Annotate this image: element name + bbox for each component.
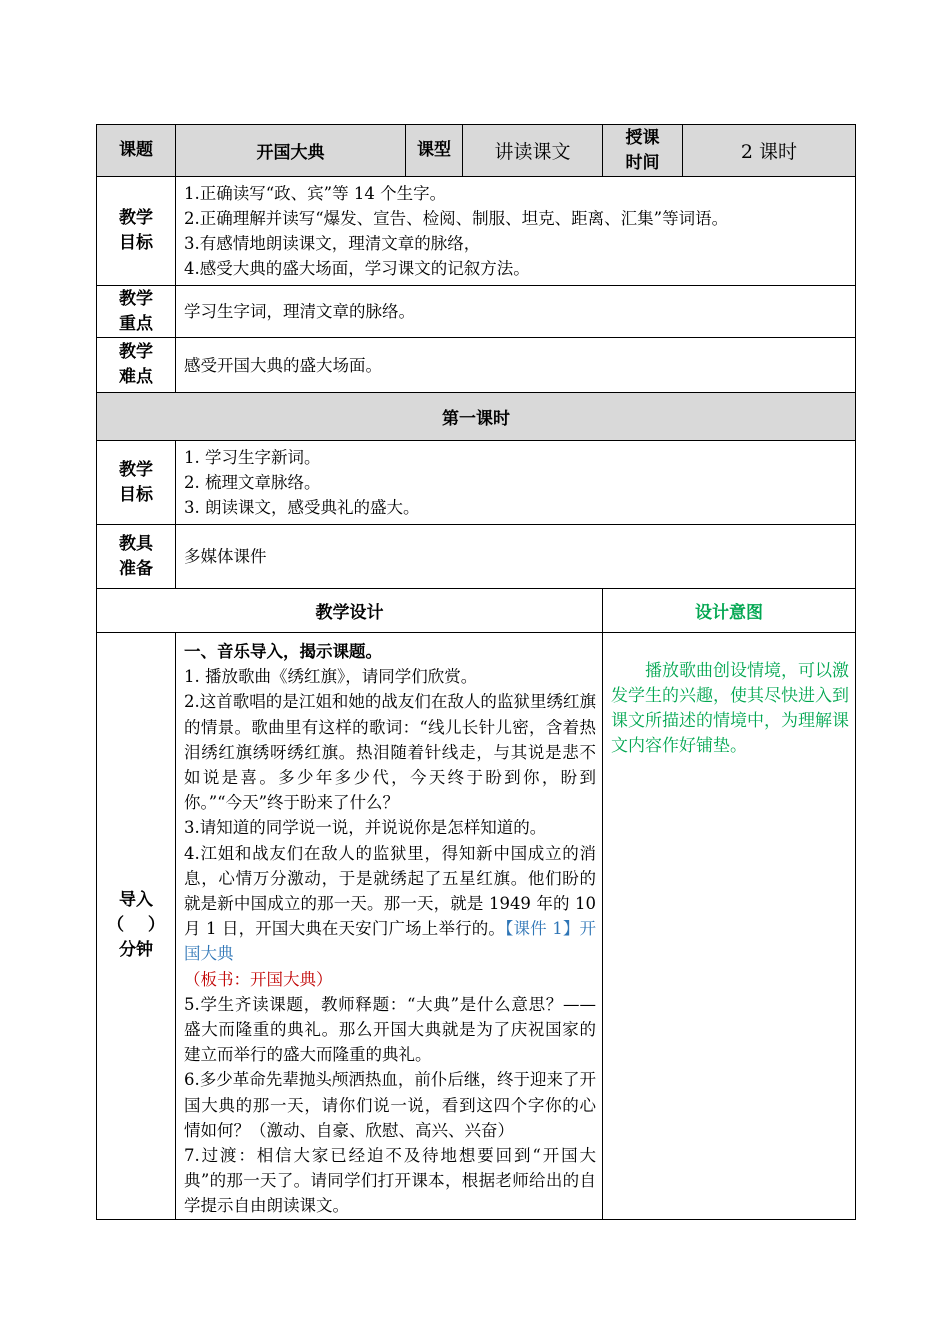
design-content bbox=[176, 633, 603, 1220]
goal-item: 2.正确理解并读写“爆发、宣告、检阅、制服、坦克、距离、汇集”等词语。 bbox=[184, 209, 729, 228]
lesson-goal-item: 2. 梳理文章脉络。 bbox=[184, 473, 321, 492]
stage-label bbox=[97, 633, 176, 1220]
courseware-note: 【课件 1】开国大典 bbox=[184, 919, 596, 964]
type-label: 课型 bbox=[406, 125, 463, 177]
goal-item: 3.有感情地朗读课文，理清文章的脉络， bbox=[184, 234, 481, 253]
design-intent: 播放歌曲创设情境，可以激发学生的兴趣，使其尽快进入到课文所描述的情境中，为理解课文内容作好铺垫。 bbox=[603, 633, 856, 1220]
design-header: 教学设计 bbox=[97, 589, 603, 633]
design-paragraph: 3.请知道的同学说一说，并说说你是怎样知道的。 bbox=[184, 818, 547, 838]
key-points-label bbox=[97, 286, 176, 338]
difficulties-text: 感受开国大典的盛大场面。 bbox=[176, 338, 856, 393]
lesson-goal-item: 3. 朗读课文，感受典礼的盛大。 bbox=[184, 498, 420, 517]
type-value: 讲读课文 bbox=[463, 125, 603, 177]
section-title: 一、音乐导入，揭示课题。 bbox=[184, 642, 382, 661]
design-paragraph: 6.多少革命先辈抛头颅洒热血，前仆后继，终于迎来了开国大典的那一天，请你们说一说，看到这四个字你的心情如何？（激动、自豪、欣慰、高兴、兴奋） bbox=[184, 1070, 596, 1140]
goals-label-line1: 教学 bbox=[119, 208, 153, 228]
goal-item: 1.正确读写“政、宾”等 14 个生字。 bbox=[184, 184, 447, 203]
time-label bbox=[603, 125, 683, 177]
tools-label-line2: 准备 bbox=[119, 558, 153, 579]
topic-value: 开国大典 bbox=[176, 125, 406, 177]
time-value: 2 课时 bbox=[683, 125, 856, 177]
design-paragraph bbox=[184, 841, 596, 992]
lesson-goals-label bbox=[97, 441, 176, 525]
lesson-goals-label-line1: 教学 bbox=[119, 459, 153, 480]
lesson-goals-list bbox=[176, 441, 856, 525]
tools-label-line1: 教具 bbox=[119, 533, 153, 554]
goals-list bbox=[176, 177, 856, 286]
stage-label-line2: （ ） bbox=[107, 915, 165, 936]
difficulties-label-line2: 难点 bbox=[119, 367, 153, 387]
key-points-label-line1: 教学 bbox=[119, 288, 153, 309]
key-points-label-line2: 重点 bbox=[119, 313, 153, 334]
goals-label-line2: 目标 bbox=[119, 233, 153, 253]
topic-label: 课题 bbox=[97, 125, 176, 177]
stage-label-line3: 分钟 bbox=[119, 940, 153, 961]
tools-text: 多媒体课件 bbox=[176, 525, 856, 589]
paragraph-text: 4.江姐和战友们在敌人的监狱里，得知新中国成立的消息，心情万分激动，于是就绣起了五星红旗。他们盼的就是新中国成立的那一天。那一天，就是 1949 年的 10 月 1 日，开国大典在天安门广场上举行的。 bbox=[184, 843, 596, 939]
stage-label-line1: 导入 bbox=[119, 890, 153, 911]
board-note: （板书：开国大典） bbox=[184, 969, 333, 989]
difficulties-label-line1: 教学 bbox=[119, 342, 153, 362]
design-paragraph: 1. 播放歌曲《绣红旗》，请同学们欣赏。 bbox=[184, 667, 478, 687]
time-label-line1: 授课 bbox=[625, 127, 660, 148]
design-paragraph: 2.这首歌唱的是江姐和她的战友们在敌人的监狱里绣红旗的情景。歌曲里有这样的歌词：“线儿长针儿密，含着热泪绣红旗绣呀绣红旗。热泪随着针线走，与其说是悲不如说是喜。多少年多少代，今天终于盼到你，盼到你。”“今天”终于盼来了什么？ bbox=[184, 692, 596, 813]
design-paragraph: 7.过渡：相信大家已经迫不及待地想要回到“开国大典”的那一天了。请同学们打开课本，根据老师给出的自学提示自由朗读课文。 bbox=[184, 1146, 596, 1216]
goals-label bbox=[97, 177, 176, 286]
lesson-goals-label-line2: 目标 bbox=[119, 484, 153, 505]
lesson-one-title: 第一课时 bbox=[97, 393, 856, 441]
lesson-goal-item: 1. 学习生字新词。 bbox=[184, 448, 321, 467]
intent-header: 设计意图 bbox=[603, 589, 856, 633]
key-points-text: 学习生字词，理清文章的脉络。 bbox=[176, 286, 856, 338]
difficulties-label bbox=[97, 338, 176, 393]
time-label-line2: 时间 bbox=[625, 152, 660, 173]
goal-item: 4.感受大典的盛大场面，学习课文的记叙方法。 bbox=[184, 259, 530, 278]
lesson-plan-table bbox=[96, 124, 855, 1220]
tools-label bbox=[97, 525, 176, 589]
design-paragraph: 5.学生齐读课题，教师释题：“大典”是什么意思？——盛大而隆重的典礼。那么开国大典就是为了庆祝国家的建立而举行的盛大而隆重的典礼。 bbox=[184, 994, 596, 1065]
